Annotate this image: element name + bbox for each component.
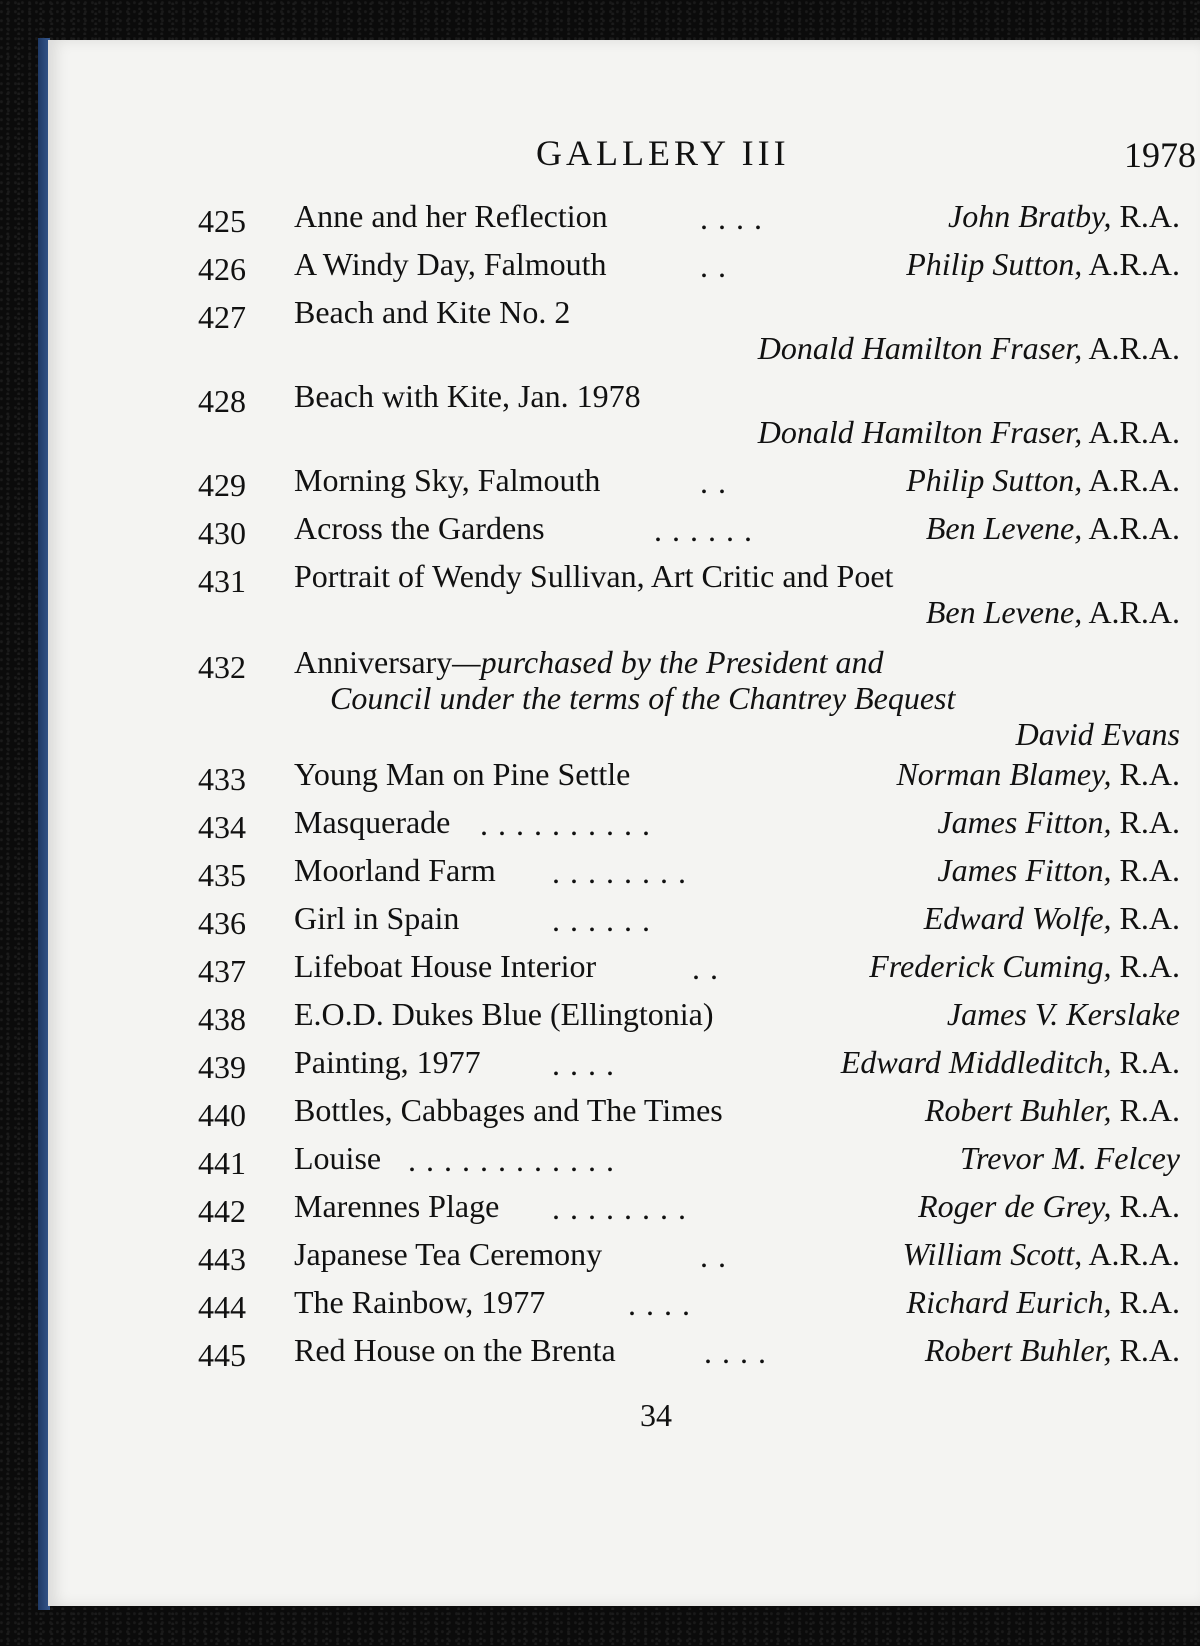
artist-name: James Fitton,: [937, 804, 1112, 840]
entry-number: 425: [198, 203, 246, 239]
entry-title: Painting, 1977: [294, 1044, 481, 1080]
artist-name: Edward Wolfe,: [923, 900, 1112, 936]
catalogue-entry: [48, 1236, 1180, 1277]
artist-suffix: A.R.A.: [1082, 330, 1180, 366]
entry-artist: [758, 414, 1180, 450]
entry-title: A Windy Day, Falmouth: [294, 246, 607, 282]
artist-suffix: R.A.: [1111, 198, 1180, 234]
entry-artist: [903, 1236, 1180, 1272]
entry-number: 429: [198, 467, 246, 503]
artist-suffix: R.A.: [1111, 852, 1180, 888]
artist-suffix: A.R.A.: [1082, 462, 1180, 498]
entry-artist: [925, 1332, 1180, 1368]
artist-name: Robert Buhler,: [924, 1332, 1112, 1368]
catalogue-entry: [48, 1332, 1180, 1373]
year-heading: 1978: [1124, 135, 1196, 175]
entry-title: The Rainbow, 1977: [294, 1284, 546, 1320]
artist-suffix: R.A.: [1111, 1092, 1180, 1128]
entry-artist: [937, 804, 1180, 840]
leader-dots: . . . . . .: [552, 902, 651, 938]
leader-dots: . . . .: [628, 1286, 691, 1322]
artist-name: Roger de Grey,: [918, 1188, 1112, 1224]
entry-number: 432: [198, 649, 246, 685]
catalogue-entry: [48, 1140, 1180, 1181]
entry-number: 426: [198, 251, 246, 287]
artist-suffix: A.R.A.: [1082, 246, 1180, 282]
entry-title: Across the Gardens: [294, 510, 545, 546]
entry-number: 433: [198, 761, 246, 797]
leader-dots: . . . . . . . . . . . .: [408, 1142, 615, 1178]
entry-note-continued: Council under the terms of the Chantrey Bequest: [330, 680, 956, 716]
entry-note: —purchased by the President and: [452, 644, 884, 680]
catalogue-entry: [48, 996, 1180, 1037]
entry-artist: [906, 246, 1180, 282]
entry-title: Morning Sky, Falmouth: [294, 462, 601, 498]
entry-number: 440: [198, 1097, 246, 1133]
entry-number: 435: [198, 857, 246, 893]
artist-name: Donald Hamilton Fraser,: [757, 330, 1083, 366]
entry-artist: [869, 948, 1180, 984]
entry-number: 441: [198, 1145, 246, 1181]
artist-suffix: R.A.: [1111, 948, 1180, 984]
artist-name: David Evans: [1015, 716, 1180, 752]
entry-number: 444: [198, 1289, 246, 1325]
entry-number: 439: [198, 1049, 246, 1085]
entry-artist: [948, 198, 1180, 234]
page-number: 34: [640, 1397, 672, 1433]
entry-artist: [926, 510, 1180, 546]
artist-name: Philip Sutton,: [906, 246, 1083, 282]
leader-dots: . .: [700, 248, 727, 284]
artist-suffix: R.A.: [1111, 1332, 1180, 1368]
catalogue-entry: [48, 804, 1180, 845]
entry-artist: [937, 852, 1180, 888]
entry-number: 434: [198, 809, 246, 845]
gallery-heading: GALLERY III: [536, 133, 790, 173]
artist-suffix: A.R.A.: [1082, 414, 1180, 450]
entry-title: Masquerade: [294, 804, 451, 840]
entry-artist: [926, 594, 1180, 630]
leader-dots: . . . .: [700, 200, 763, 236]
entry-number: 431: [198, 563, 246, 599]
entry-title: Moorland Farm: [294, 852, 496, 888]
artist-name: Ben Levene,: [925, 510, 1083, 546]
leader-dots: . .: [700, 464, 727, 500]
catalogue-entry: [48, 246, 1180, 287]
catalogue-entry: [48, 756, 1180, 797]
artist-name: Trevor M. Felcey: [959, 1140, 1180, 1176]
entry-artist: [1016, 716, 1180, 752]
entry-artist: [924, 900, 1180, 936]
artist-suffix: A.R.A.: [1082, 594, 1180, 630]
entry-artist: [841, 1044, 1180, 1080]
entry-title: Anne and her Reflection: [294, 198, 608, 234]
artist-suffix: R.A.: [1111, 756, 1180, 792]
entry-number: 445: [198, 1337, 246, 1373]
catalogue-entry: [48, 558, 1180, 630]
leader-dots: . .: [700, 1238, 727, 1274]
entry-artist: [907, 1284, 1180, 1320]
catalogue-entry: [48, 294, 1180, 366]
leader-dots: . .: [692, 950, 719, 986]
entry-title: [294, 644, 884, 680]
artist-name: Philip Sutton,: [906, 462, 1083, 498]
entry-title: Lifeboat House Interior: [294, 948, 597, 984]
entry-artist: [925, 1092, 1180, 1128]
catalogue-entry: [48, 462, 1180, 503]
artist-suffix: R.A.: [1111, 900, 1180, 936]
leader-dots: . . . .: [552, 1046, 615, 1082]
artist-suffix: R.A.: [1111, 804, 1180, 840]
entry-artist: [918, 1188, 1180, 1224]
entry-number: 428: [198, 383, 246, 419]
leader-dots: . . . . . . . .: [552, 1190, 687, 1226]
artist-name: James V. Kerslake: [946, 996, 1180, 1032]
entry-title: Red House on the Brenta: [294, 1332, 616, 1368]
artist-name: Edward Middleditch,: [840, 1044, 1112, 1080]
leader-dots: . . . .: [704, 1334, 767, 1370]
artist-name: Ben Levene,: [925, 594, 1083, 630]
catalogue-entry: [48, 900, 1180, 941]
catalogue-entry: [48, 1044, 1180, 1085]
entry-title-text: Anniversary: [294, 644, 453, 680]
entry-number: 443: [198, 1241, 246, 1277]
entry-artist: [896, 756, 1180, 792]
leader-dots: . . . . . . . .: [552, 854, 687, 890]
catalogue-entry: [48, 644, 1180, 752]
artist-suffix: R.A.: [1111, 1044, 1180, 1080]
leader-dots: . . . . . . . . . .: [480, 806, 651, 842]
entry-number: 437: [198, 953, 246, 989]
entry-artist: [758, 330, 1180, 366]
artist-name: John Bratby,: [948, 198, 1112, 234]
artist-suffix: R.A.: [1111, 1284, 1180, 1320]
artist-name: William Scott,: [902, 1236, 1083, 1272]
entry-number: 427: [198, 299, 246, 335]
artist-suffix: R.A.: [1111, 1188, 1180, 1224]
artist-suffix: A.R.A.: [1082, 1236, 1180, 1272]
entry-title: Beach with Kite, Jan. 1978: [294, 378, 641, 414]
artist-name: Richard Eurich,: [906, 1284, 1112, 1320]
entry-title: E.O.D. Dukes Blue (Ellingtonia): [294, 996, 714, 1032]
artist-name: James Fitton,: [937, 852, 1112, 888]
artist-name: Frederick Cuming,: [869, 948, 1112, 984]
entry-artist: [947, 996, 1180, 1032]
entry-title: Marennes Plage: [294, 1188, 500, 1224]
catalogue-entry: [48, 378, 1180, 450]
artist-suffix: A.R.A.: [1082, 510, 1180, 546]
artist-name: Norman Blamey,: [896, 756, 1112, 792]
entry-title: Girl in Spain: [294, 900, 460, 936]
entry-title: Louise: [294, 1140, 382, 1176]
entry-title: Japanese Tea Ceremony: [294, 1236, 603, 1272]
catalogue-entry: [48, 1188, 1180, 1229]
entry-artist: [960, 1140, 1180, 1176]
entry-number: 430: [198, 515, 246, 551]
artist-name: Donald Hamilton Fraser,: [757, 414, 1083, 450]
catalogue-entry: [48, 1284, 1180, 1325]
artist-name: Robert Buhler,: [924, 1092, 1112, 1128]
catalogue-entry: [48, 948, 1180, 989]
entry-title: Young Man on Pine Settle: [294, 756, 631, 792]
entry-title: Beach and Kite No. 2: [294, 294, 571, 330]
entry-number: 438: [198, 1001, 246, 1037]
entry-title: Bottles, Cabbages and The Times: [294, 1092, 723, 1128]
entry-artist: [906, 462, 1180, 498]
entry-title: Portrait of Wendy Sullivan, Art Critic and Poet: [294, 558, 894, 594]
leader-dots: . . . . . .: [654, 512, 753, 548]
entry-number: 436: [198, 905, 246, 941]
catalogue-entry: [48, 510, 1180, 551]
catalogue-entry: [48, 198, 1180, 239]
entry-number: 442: [198, 1193, 246, 1229]
catalogue-entry: [48, 1092, 1180, 1133]
catalogue-page: [48, 40, 1200, 1606]
catalogue-entry: [48, 852, 1180, 893]
